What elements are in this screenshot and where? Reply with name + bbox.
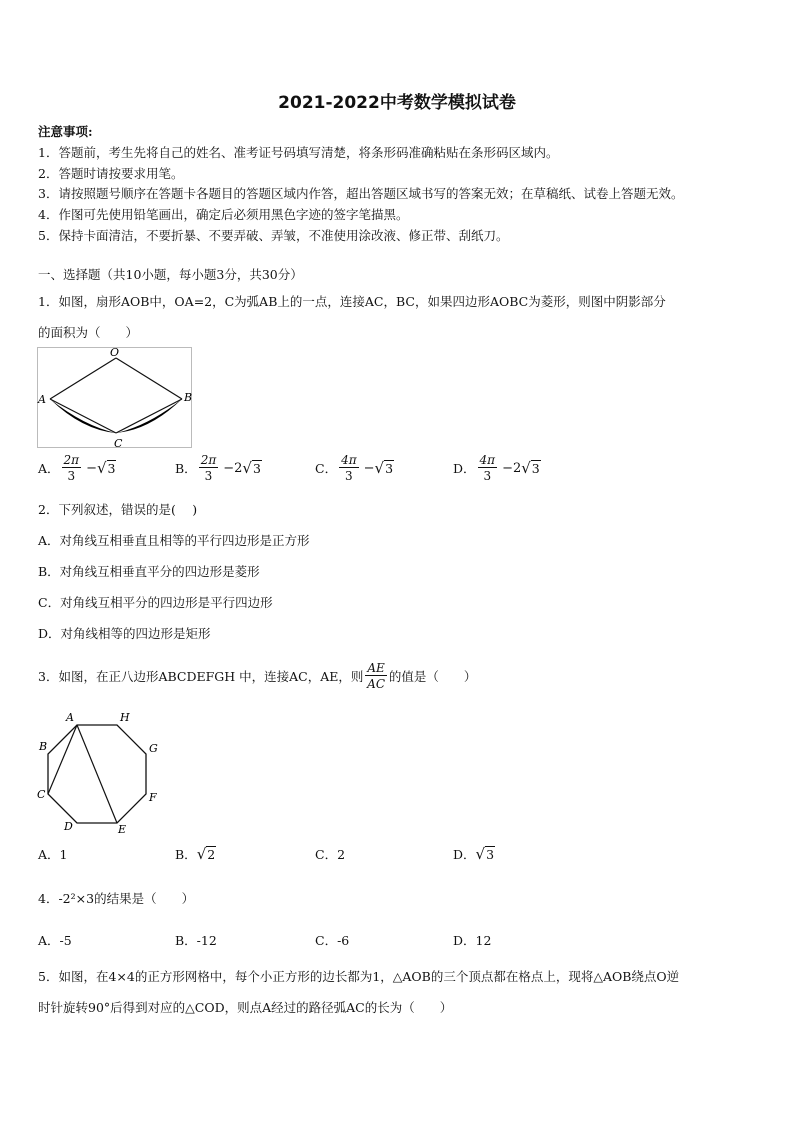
- sqrt-symbol: √ 3: [521, 459, 540, 477]
- option-letter: D．: [453, 461, 476, 476]
- q3-label-h: H: [120, 711, 130, 724]
- q3-options: [38, 845, 758, 875]
- q3-option-a[interactable]: [38, 845, 67, 863]
- q3-option-b[interactable]: [175, 845, 216, 863]
- option-letter: A．: [38, 461, 60, 476]
- page-title: 2021-2022中考数学模拟试卷: [278, 93, 516, 113]
- q1-label-c: C: [114, 437, 123, 450]
- option-term: −2: [502, 460, 522, 476]
- q3-label-b: B: [39, 740, 48, 753]
- q1-stem-line2: 的面积为（ ）: [38, 325, 139, 340]
- q5-stem-line1: 5．如图，在4×4的正方形网格中，每个小正方形的边长都为1，△AOB的三个顶点都在格点上，现将△AOB绕点O逆: [38, 969, 680, 984]
- fraction: $\frac{4\pi}{3}$: [341, 453, 357, 483]
- q3-label-a: A: [66, 711, 74, 724]
- q2-option-d[interactable]: D．对角线相等的四边形是矩形: [38, 626, 211, 641]
- q1-label-a: A: [38, 393, 46, 406]
- q3-label-c: C: [37, 788, 46, 801]
- note-item-2: 2．答题时请按要求用笔。: [38, 166, 184, 181]
- sqrt-symbol: √ 3: [96, 459, 116, 477]
- option-value: 2: [337, 846, 346, 862]
- q2-stem: 2．下列叙述，错误的是( ): [38, 502, 198, 517]
- option-letter: A．: [38, 847, 60, 862]
- note-item-4: 4．作图可先使用铅笔画出，确定后必须用黑色字迹的签字笔描黑。: [38, 207, 409, 222]
- q3-option-d[interactable]: [453, 845, 495, 863]
- q1-option-b[interactable]: [175, 454, 262, 482]
- option-letter: C．: [315, 461, 338, 476]
- q3-stem: [38, 662, 476, 690]
- fraction: $\frac{2\pi}{3}$: [63, 453, 80, 483]
- q1-option-a[interactable]: [38, 454, 116, 482]
- option-term: −: [363, 460, 375, 476]
- q3-stem-post: 的值是（ ）: [388, 669, 477, 684]
- q1-options: [38, 454, 758, 484]
- q4-stem: 4．-2²×3的结果是（ ）: [38, 891, 195, 906]
- q2-option-c[interactable]: C．对角线互相平分的四边形是平行四边形: [38, 595, 273, 610]
- option-value: 1: [59, 846, 68, 862]
- q5-stem-line2: 时针旋转90°后得到对应的△COD，则点A经过的路径弧AC的长为（ ）: [38, 1000, 453, 1015]
- q3-fraction: $\frac{AE}{AC}$: [367, 661, 386, 691]
- q1-stem-line1: 1．如图，扇形AOB中，OA=2，C为弧AB上的一点，连接AC，BC，如果四边形AOBC为菱形，则图中阴影部分: [38, 294, 666, 309]
- q3-label-g: G: [149, 742, 158, 755]
- q1-option-c[interactable]: [315, 454, 394, 482]
- option-letter: B．: [175, 461, 197, 476]
- notes-heading: 注意事项:: [38, 124, 93, 139]
- q3-octagon-figure: [34, 708, 164, 836]
- q1-label-o: O: [110, 346, 120, 359]
- q4-options: [38, 931, 758, 961]
- q4-option-c[interactable]: C．-6: [315, 933, 350, 948]
- q3-label-d: D: [64, 820, 73, 833]
- note-item-5: 5．保持卡面清洁，不要折暴、不要弄破、弄皱，不准使用涂改液、修正带、刮纸刀。: [38, 228, 509, 243]
- q3-stem-pre: 3．如图，在正八边形ABCDEFGH 中，连接AC，AE，则: [38, 669, 364, 684]
- q3-option-c[interactable]: [315, 845, 345, 863]
- q3-label-f: F: [149, 791, 157, 804]
- q4-option-d[interactable]: D．12: [453, 933, 492, 948]
- section-heading: 一、选择题（共10小题，每小题3分，共30分）: [38, 267, 303, 282]
- q4-option-a[interactable]: A．-5: [38, 933, 72, 948]
- q1-option-d[interactable]: [453, 454, 541, 482]
- option-letter: D．: [453, 847, 476, 862]
- q1-label-b: B: [184, 391, 193, 404]
- sqrt-symbol: √ 3: [242, 459, 261, 477]
- option-term: −2: [223, 460, 243, 476]
- q3-label-e: E: [118, 823, 127, 836]
- fraction: $\frac{2\pi}{3}$: [200, 453, 217, 483]
- option-letter: C．: [315, 847, 338, 862]
- q2-option-b[interactable]: B．对角线互相垂直平分的四边形是菱形: [38, 564, 260, 579]
- sqrt-symbol: √ 3: [374, 459, 394, 477]
- option-letter: B．: [175, 847, 197, 862]
- sqrt-symbol: √ 2: [196, 845, 216, 863]
- option-term: −: [86, 460, 97, 476]
- note-item-1: 1．答题前，考生先将自己的姓名、准考证号码填写清楚，将条形码准确粘贴在条形码区域内。: [38, 145, 559, 160]
- sqrt-symbol: √ 3: [475, 845, 495, 863]
- q1-sector-figure: [36, 346, 194, 450]
- note-item-3: 3．请按照题号顺序在答题卡各题目的答题区域内作答，超出答题区域书写的答案无效；在草稿纸、试卷上答题无效。: [38, 186, 684, 201]
- q4-option-b[interactable]: B．-12: [175, 933, 217, 948]
- q2-option-a[interactable]: A．对角线互相垂直且相等的平行四边形是正方形: [38, 533, 310, 548]
- fraction: $\frac{4\pi}{3}$: [479, 453, 496, 483]
